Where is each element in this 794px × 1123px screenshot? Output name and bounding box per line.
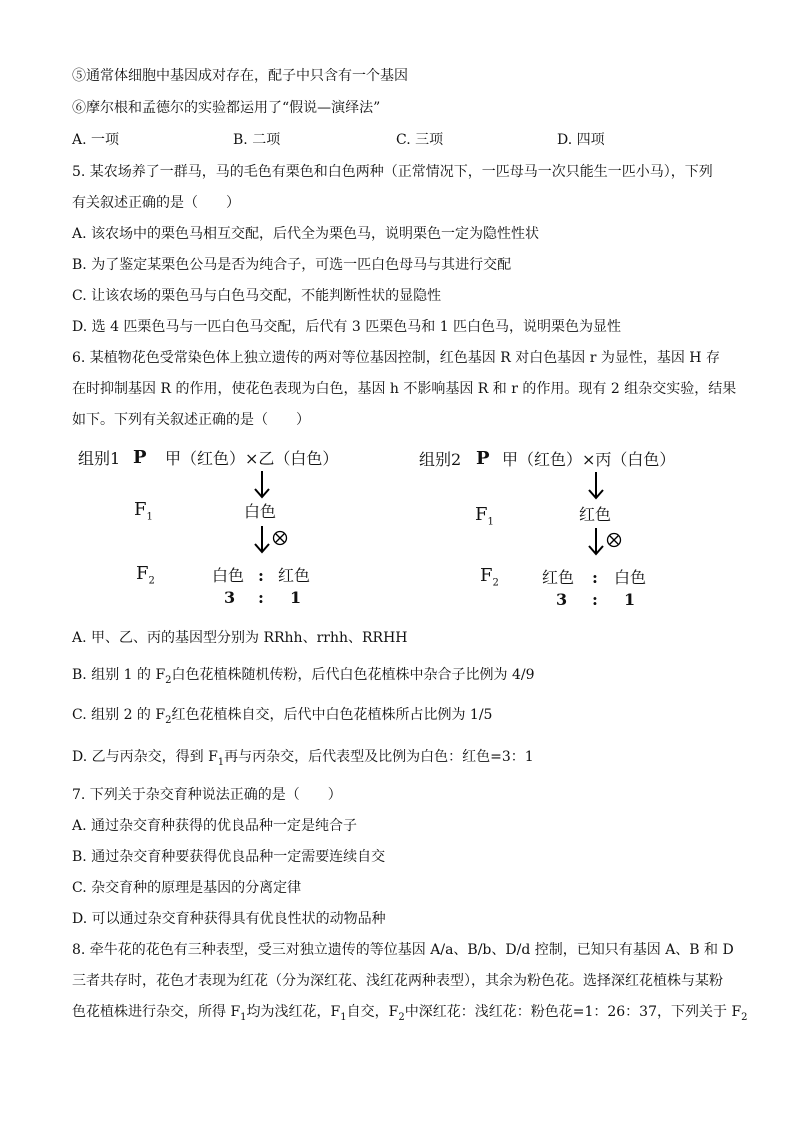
group1-f1-label: $F_1$: [134, 499, 153, 523]
q6-option-c: C. 组别 2 的 $F_2$红色花植株自交，后代中白色花植株所占比例为 1/5: [72, 707, 493, 726]
group2-f2-colon: :: [592, 568, 598, 587]
group1-selfing-symbol-icon: [272, 530, 288, 546]
statement-5: ⑤通常体细胞中基因成对存在，配子中只含有一个基因: [72, 68, 408, 84]
group1-ratio-b: 1: [290, 588, 302, 607]
q6-option-d: D. 乙与丙杂交，得到 $F_1$再与丙杂交，后代表型及比例为白色：红色=3：1: [72, 749, 534, 768]
q5-stem-line2: 有关叙述正确的是（ ）: [72, 195, 240, 211]
group1-p-label: P: [133, 447, 147, 468]
group1-ratio-colon: :: [258, 588, 264, 607]
group1-ratio-a: 3: [224, 588, 236, 607]
group2-f2-label: $F_2$: [480, 565, 499, 589]
group2-ratio-colon: :: [592, 590, 598, 609]
q5-option-c: C. 让该农场的栗色马与白色马交配，不能判断性状的显隐性: [72, 288, 442, 304]
q6-option-b: B. 组别 1 的 $F_2$白色花植株随机传粉，后代白色花植株中杂合子比例为 4/9: [72, 667, 535, 686]
q5-option-b: B. 为了鉴定某栗色公马是否为纯合子，可选一匹白色母马与其进行交配: [72, 257, 512, 273]
group2-label: 组别2: [419, 450, 462, 469]
group1-f2-phenotype-a: 白色: [212, 566, 245, 585]
group1-label: 组别1: [78, 449, 121, 468]
q8-stem-line3: 色花植株进行杂交，所得 $F_1$均为浅红花，$F_1$自交，$F_2$中深红花：浅红花：粉色花=1：26：37，下列关于 $F_2$: [72, 1004, 748, 1023]
group1-arrow-down-icon: [252, 525, 272, 555]
q7-option-c: C. 杂交育种的原理是基因的分离定律: [72, 880, 302, 896]
statement-6: ⑥摩尔根和孟德尔的实验都运用了“假说—演绎法”: [72, 100, 381, 116]
group1-arrow-down-icon: [252, 470, 272, 500]
group2-p-label: P: [476, 448, 490, 469]
group2-selfing-symbol-icon: [606, 532, 622, 548]
q7-option-b: B. 通过杂交育种要获得优良品种一定需要连续自交: [72, 849, 386, 865]
q7-option-a: A. 通过杂交育种获得的优良品种一定是纯合子: [72, 818, 358, 834]
q4-option-d: D. 四项: [557, 132, 605, 148]
group1-parents: 甲（红色）×乙（白色）: [165, 449, 339, 468]
group1-f1-phenotype: 白色: [244, 502, 277, 521]
q6-stem-line3: 如下。下列有关叙述正确的是（ ）: [72, 412, 310, 428]
group2-ratio-b: 1: [624, 590, 636, 609]
group2-f1-label: $F_1$: [475, 504, 494, 528]
q6-stem-line1: 6. 某植物花色受常染色体上独立遗传的两对等位基因控制，红色基因 R 对白色基因 r 为显性，基因 H 存: [72, 350, 720, 366]
group1-f2-label: $F_2$: [136, 563, 155, 587]
q4-option-b: B. 二项: [233, 132, 281, 148]
q7-stem: 7. 下列关于杂交育种说法正确的是（ ）: [72, 787, 342, 803]
q5-option-a: A. 该农场中的栗色马相互交配，后代全为栗色马，说明栗色一定为隐性性状: [72, 226, 540, 242]
q5-option-d: D. 选 4 匹栗色马与一匹白色马交配，后代有 3 匹栗色马和 1 匹白色马，说明栗色为显性: [72, 319, 622, 335]
group2-f2-phenotype-a: 红色: [542, 568, 575, 587]
group2-arrow-down-icon: [586, 471, 606, 501]
q6-option-a: A. 甲、乙、丙的基因型分别为 RRhh、rrhh、RRHH: [72, 630, 408, 646]
q4-option-c: C. 三项: [396, 132, 444, 148]
q7-option-d: D. 可以通过杂交育种获得具有优良性状的动物品种: [72, 911, 386, 927]
q4-option-a: A. 一项: [72, 132, 120, 148]
q6-stem-line2: 在时抑制基因 R 的作用，使花色表现为白色，基因 h 不影响基因 R 和 r 的作用。现有 2 组杂交实验，结果: [72, 381, 737, 397]
q5-stem-line1: 5. 某农场养了一群马，马的毛色有栗色和白色两种（正常情况下，一匹母马一次只能生一匹小马），下列: [72, 164, 713, 180]
group1-f2-colon: :: [258, 566, 264, 585]
q8-stem-line2: 三者共存时，花色才表现为红花（分为深红花、浅红花两种表型），其余为粉色花。选择深红花植株与某粉: [72, 973, 723, 989]
group2-ratio-a: 3: [556, 590, 568, 609]
group2-f1-phenotype: 红色: [579, 505, 612, 524]
group1-f2-phenotype-b: 红色: [278, 566, 311, 585]
group2-parents: 甲（红色）×丙（白色）: [502, 450, 676, 469]
group2-f2-phenotype-b: 白色: [614, 568, 647, 587]
group2-arrow-down-icon: [586, 527, 606, 557]
q8-stem-line1: 8. 牵牛花的花色有三种表型，受三对独立遗传的等位基因 A/a、B/b、D/d 控制，已知只有基因 A、B 和 D: [72, 942, 734, 958]
